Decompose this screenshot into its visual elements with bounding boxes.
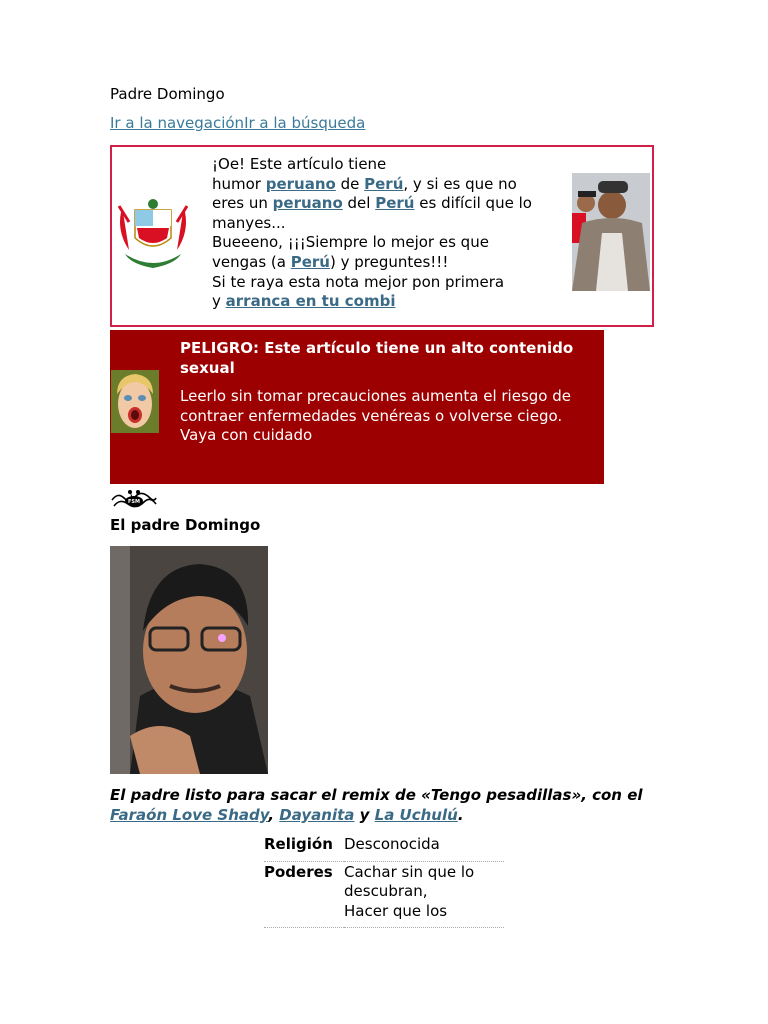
peru-line-1: ¡Oe! Este artículo tiene	[212, 155, 387, 173]
caption-end: .	[457, 805, 464, 824]
caption-sep-1: ,	[268, 805, 280, 824]
link-faraon-love-shady[interactable]: Faraón Love Shady	[110, 805, 269, 824]
infobox-heading: El padre Domingo	[110, 516, 261, 534]
peru-text-del: del	[342, 194, 376, 213]
infobox-table	[264, 834, 504, 928]
peru-line-3: Bueeeno, ¡¡¡Siempre lo mejor es que	[212, 233, 489, 252]
table-row	[264, 861, 504, 928]
peru-text-eres-un: eres un	[212, 194, 273, 213]
skip-links-link[interactable]: Ir a la navegaciónIr a la búsqueda	[110, 114, 366, 132]
poderes-line-1: Cachar sin que lo descubran,	[344, 862, 475, 901]
skip-links[interactable]	[110, 114, 365, 132]
peru-text-humor: humor	[212, 174, 266, 193]
poderes-line-2: Hacer que los	[344, 901, 448, 920]
page-title: Padre Domingo	[110, 85, 225, 103]
link-la-uchulu[interactable]: La Uchulú	[374, 805, 458, 824]
link-peru-2[interactable]: Perú	[375, 194, 415, 213]
danger-title: PELIGRO: Este artículo tiene un alto contenido sexual	[180, 339, 574, 377]
danger-body: Leerlo sin tomar precauciones aumenta el riesgo de contraer enfermedades venéreas o volverse ciego. Vaya con cuidado	[180, 387, 571, 445]
peru-text-after3: ) y preguntes!!!	[329, 252, 449, 271]
doll-face-image	[111, 370, 159, 433]
svg-text:FSM: FSM	[128, 499, 140, 505]
danger-notice	[110, 330, 604, 484]
peru-fans-photo	[572, 173, 650, 291]
doll-face-icon	[111, 370, 159, 433]
peru-text-after2: es difícil que lo manyes...	[212, 194, 532, 232]
portrait-caption	[110, 786, 670, 825]
peru-text-de: de	[335, 174, 365, 193]
padre-domingo-portrait	[110, 546, 268, 774]
link-peru-3[interactable]: Perú	[290, 252, 330, 271]
infobox-key-poderes: Poderes	[264, 862, 333, 881]
flying-spaghetti-monster-icon	[110, 488, 158, 510]
infobox-value-religion: Desconocida	[344, 835, 440, 853]
link-peru[interactable]: Perú	[364, 174, 404, 193]
portrait-image	[110, 546, 268, 774]
peru-line-5: Si te raya esta nota mejor pon primera	[212, 272, 505, 291]
peru-text-y: y	[212, 292, 226, 311]
link-arranca-en-tu-combi[interactable]: arranca en tu combi	[225, 292, 396, 311]
link-peruano[interactable]: peruano	[265, 174, 336, 193]
infobox-key-religion: Religión	[264, 835, 333, 853]
peru-humor-notice	[110, 145, 654, 327]
link-peruano-2[interactable]: peruano	[272, 194, 343, 213]
peru-coat-of-arms-icon	[115, 192, 191, 272]
peru-text-after1: , y si es que no	[403, 174, 517, 193]
peru-fans-image	[572, 173, 650, 291]
caption-sep-2: y	[354, 805, 375, 824]
caption-prefix: El padre listo para sacar el remix de «Tengo pesadillas», con el	[110, 786, 643, 804]
table-row	[264, 834, 504, 861]
infobox-value-poderes	[344, 861, 504, 928]
peru-notice-text	[212, 155, 562, 312]
link-dayanita[interactable]: Dayanita	[279, 805, 355, 824]
peru-text-vengas: vengas (a	[212, 252, 291, 271]
